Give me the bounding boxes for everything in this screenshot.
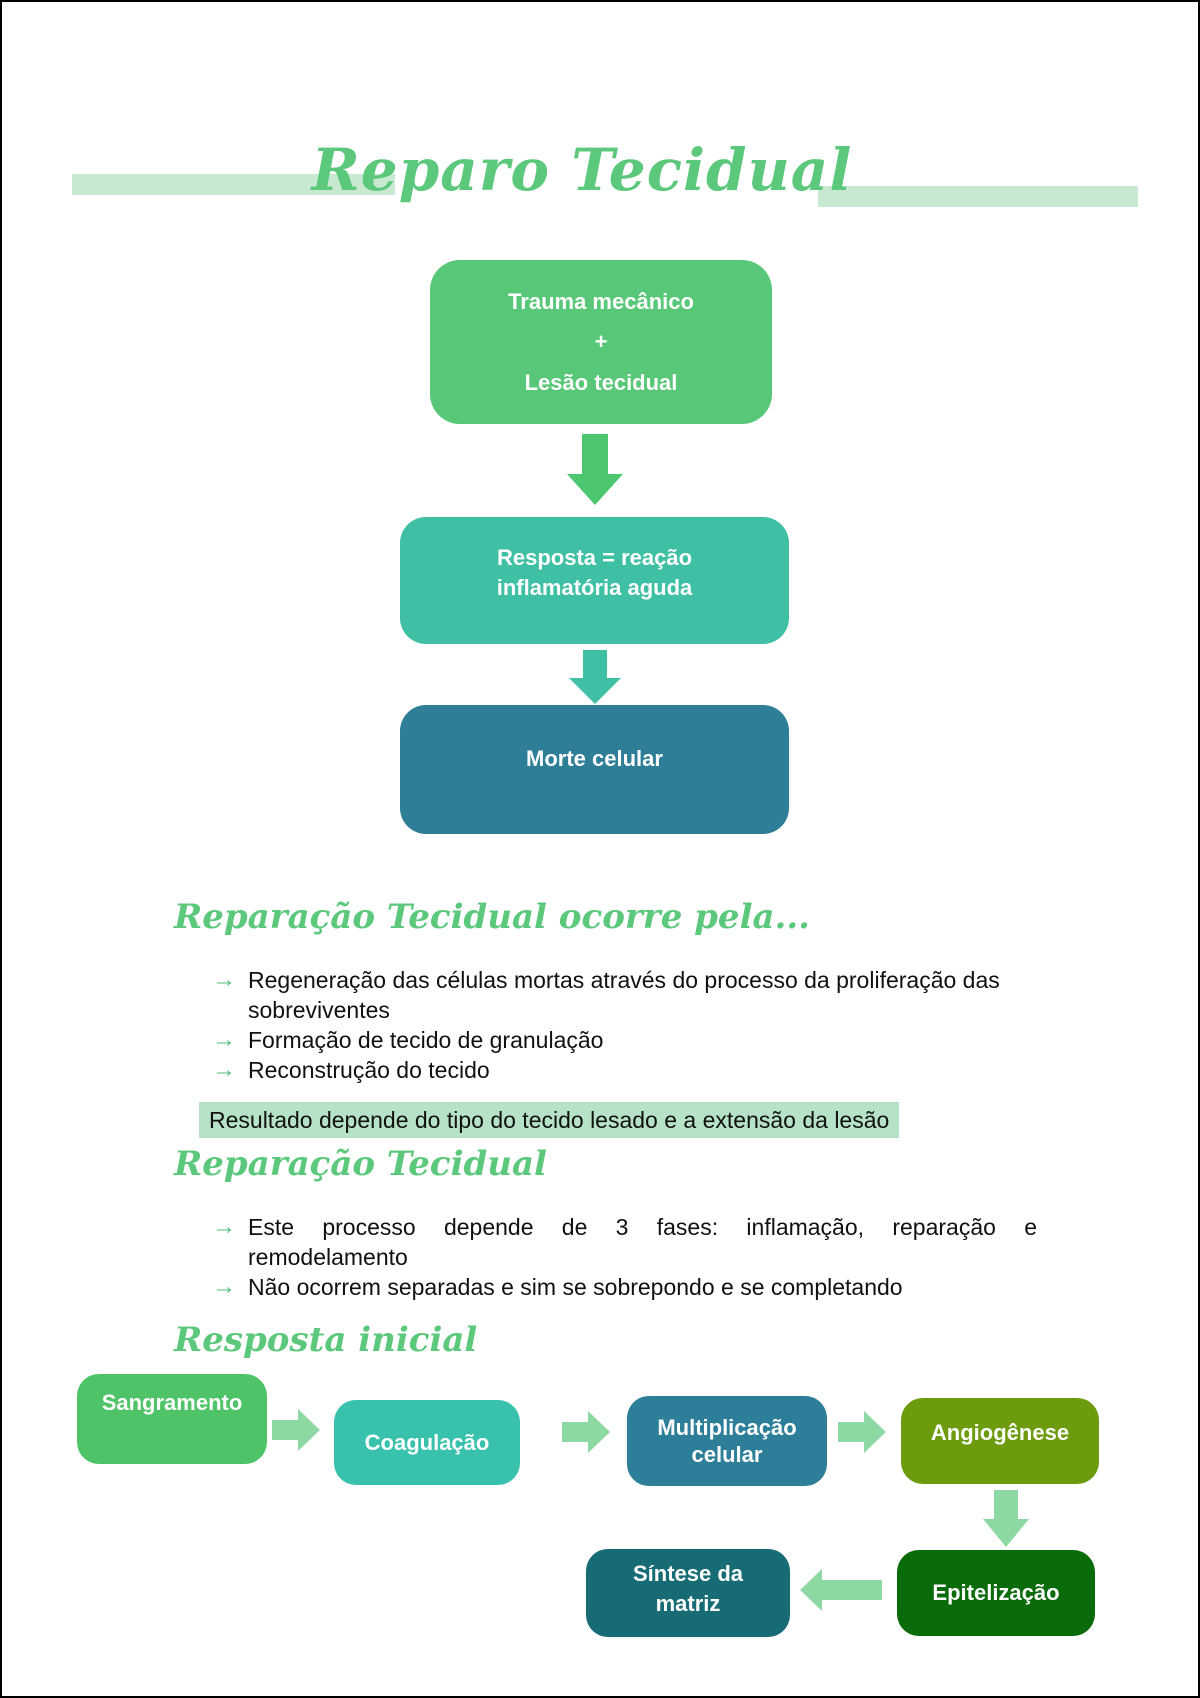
flow-box-resposta: [400, 517, 789, 644]
bullet-line: remodelamento: [248, 1244, 408, 1270]
bullet-arrow-icon: →: [212, 966, 236, 993]
bullet-line: Formação de tecido de granulação: [248, 1027, 604, 1053]
list-item: [212, 1212, 1037, 1272]
bullet-arrow-icon: →: [212, 1056, 236, 1083]
arrow-head: [567, 474, 623, 505]
arrow-down-icon: [983, 1490, 1029, 1547]
arrow-left-icon: [800, 1569, 882, 1611]
arrow-down-icon: [569, 650, 621, 704]
arrow-shaft: [994, 1490, 1018, 1519]
arrow-shaft: [583, 650, 607, 678]
multiplicacao-line-1: Multiplicação: [657, 1415, 797, 1440]
arrow-down-icon: [567, 434, 623, 505]
arrow-right-icon: [838, 1411, 886, 1453]
arrow-head: [983, 1519, 1029, 1547]
sintese-line-2: matriz: [655, 1591, 721, 1616]
list-item: [212, 1055, 1037, 1085]
arrow-shaft: [582, 434, 608, 474]
morte-label: Morte celular: [526, 745, 663, 771]
bullet-text: [248, 1025, 1037, 1055]
bullet-line: Este processo depende de 3 fases: inflamação, reparação e: [248, 1214, 1037, 1240]
arrow-head: [569, 678, 621, 704]
sangramento-label: Sangramento: [101, 1390, 243, 1415]
arrow-head: [588, 1411, 610, 1453]
highlighted-note: Resultado depende do tipo do tecido lesado e a extensão da lesão: [199, 1102, 899, 1138]
bullet-text: [248, 1272, 1037, 1302]
bullet-text: [248, 1212, 1037, 1272]
bullet-line: Não ocorrem separadas e sim se sobrepondo e se completando: [248, 1274, 903, 1300]
epitelizacao-label: Epitelização: [932, 1580, 1060, 1605]
flow-box-multiplicacao-celular: [627, 1396, 827, 1486]
trauma-line-plus: +: [594, 329, 608, 354]
trauma-line-1: Trauma mecânico: [508, 288, 694, 314]
page-title: Reparo Tecidual: [311, 136, 853, 204]
resposta-line-2: inflamatória aguda: [496, 575, 693, 600]
bullet-arrow-icon: →: [212, 1273, 236, 1300]
bullet-arrow-icon: →: [212, 1213, 236, 1240]
arrow-head: [864, 1411, 886, 1453]
arrow-right-icon: [562, 1411, 610, 1453]
arrow-shaft: [838, 1422, 864, 1442]
flow-box-coagulacao: [334, 1400, 520, 1485]
bullet-line: Reconstrução do tecido: [248, 1057, 490, 1083]
flow-box-angiogenese: [901, 1398, 1099, 1484]
bullet-text: [248, 965, 1037, 1025]
angiogenese-label: Angiogênese: [930, 1420, 1070, 1445]
flow-box-epitelizacao: [897, 1550, 1095, 1636]
flow-box-trauma: [430, 260, 772, 424]
arrow-shaft: [272, 1420, 298, 1440]
resposta-line-1: Resposta = reação: [496, 545, 693, 570]
arrow-head: [800, 1569, 822, 1611]
flow-box-sintese-da-matriz: [586, 1549, 790, 1637]
list-item: [212, 1025, 1037, 1055]
bullet-list-1: [212, 965, 1037, 1085]
section-heading-resposta-inicial: Resposta inicial: [174, 1320, 478, 1360]
bullet-text: [248, 1055, 1037, 1085]
bullet-arrow-icon: →: [212, 1026, 236, 1053]
arrow-head: [298, 1409, 320, 1451]
multiplicacao-line-2: celular: [691, 1442, 763, 1467]
bullet-line: sobreviventes: [248, 997, 390, 1023]
flow-box-sangramento: [77, 1374, 267, 1464]
section-heading-reparacao-tecidual: Reparação Tecidual: [174, 1144, 547, 1184]
coagulacao-label: Coagulação: [364, 1429, 490, 1455]
section-heading-reparacao-ocorre: Reparação Tecidual ocorre pela...: [174, 897, 811, 937]
flow-box-morte-celular: [400, 705, 789, 834]
arrow-shaft: [562, 1422, 588, 1442]
arrow-right-icon: [272, 1409, 320, 1451]
trauma-line-2: Lesão tecidual: [524, 369, 678, 395]
bullet-list-2: [212, 1212, 1037, 1302]
list-item: [212, 965, 1037, 1025]
bullet-line: Regeneração das células mortas através do processo da proliferação das: [248, 967, 1000, 993]
arrow-shaft: [822, 1580, 882, 1600]
list-item: [212, 1272, 1037, 1302]
sintese-line-1: Síntese da: [632, 1561, 744, 1586]
